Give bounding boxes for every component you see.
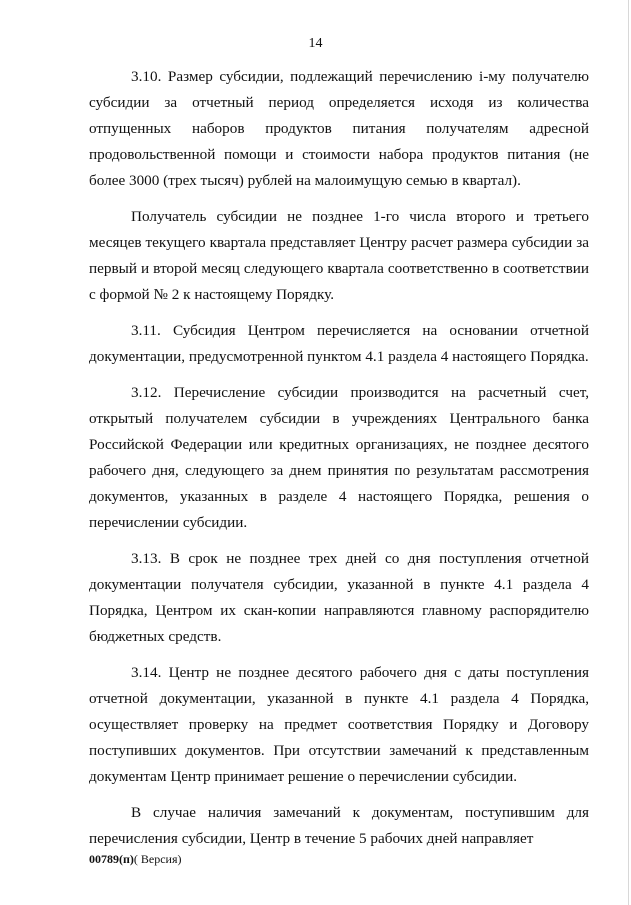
document-code: 00789(п) — [89, 852, 134, 866]
paragraph-remarks: В случае наличия замечаний к документам, поступившим для перечисления субсидии, Центр в течение 5 рабочих дней направляет — [89, 804, 589, 847]
page-number: 14 — [308, 36, 323, 51]
document-body — [89, 64, 589, 862]
paragraph-3-12: 3.12. Перечисление субсидии производится на расчетный счет, открытый получателем субсидии в учреждениях Центрального банка Российской Федерации или кредитных организациях, не позднее десятого рабочего дня, следующего за днем принятия по результатам рассмотрения документов, указанных в разделе 4 настоящего Порядка, решения о перечислении субсидии. — [89, 384, 589, 531]
paragraph-3-11: 3.11. Субсидия Центром перечисляется на основании отчетной документации, предусмотренной пунктом 4.1 раздела 4 настоящего Порядка. — [89, 322, 589, 365]
document-version: ( Версия) — [133, 852, 182, 866]
paragraph-3-14: 3.14. Центр не позднее десятого рабочего дня с даты поступления отчетной документации, указанной в пункте 4.1 раздела 4 Порядка, осуществляет проверку на предмет соответствия Порядку и Договору поступивших документов. При отсутствии замечаний к представленным документам Центр принимает решение о перечислении субсидии. — [89, 664, 589, 785]
scan-edge-divider — [628, 0, 629, 905]
paragraph-recipient-calculation: Получатель субсидии не позднее 1-го числа второго и третьего месяцев текущего квартала представляет Центру расчет размера субсидии за первый и второй месяц следующего квартала соответственно в соответствии с формой № 2 к настоящему Порядку. — [89, 208, 589, 303]
paragraph-3-13: 3.13. В срок не позднее трех дней со дня поступления отчетной документации получателя субсидии, указанной в пункте 4.1 раздела 4 Порядка, Центром их скан-копии направляются главному распорядителю бюджетных средств. — [89, 550, 589, 645]
document-footer — [89, 852, 182, 867]
paragraph-3-10: 3.10. Размер субсидии, подлежащий перечислению i-му получателю субсидии за отчетный период определяется исходя из количества отпущенных наборов продуктов питания получателям адресной продовольственной помощи и стоимости набора продуктов питания (не более 3000 (трех тысяч) рублей на малоимущую семью в квартал). — [89, 68, 589, 189]
